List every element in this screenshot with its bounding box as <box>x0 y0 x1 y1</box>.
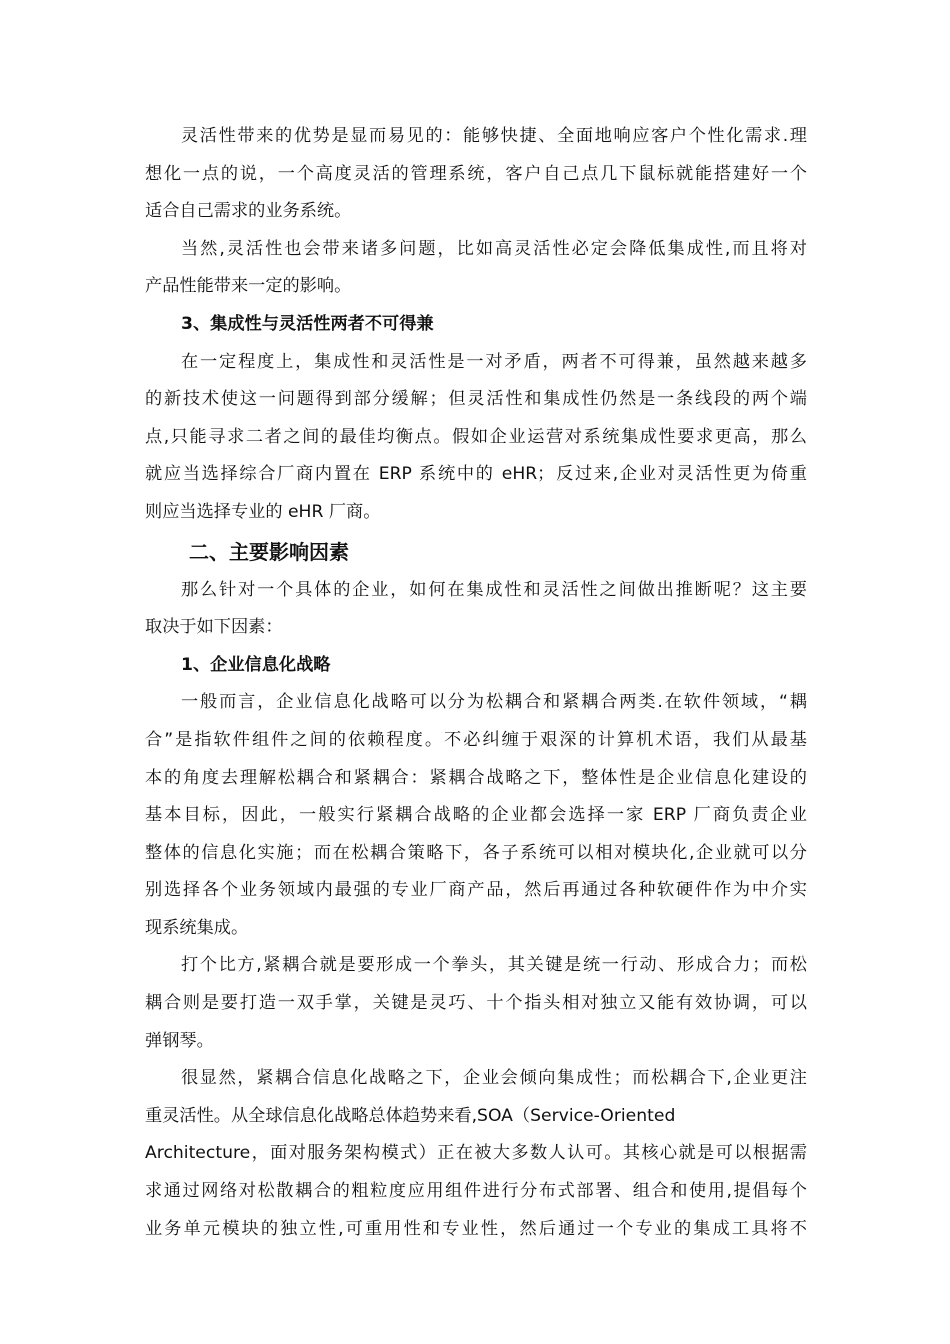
text-line: 那么针对一个具体的企业，如何在集成性和灵活性之间做出推断呢？这主要 <box>181 579 807 600</box>
section-heading: 3、集成性与灵活性两者不可得兼 <box>181 313 434 334</box>
text-line: 合”是指软件组件之间的依赖程度。不必纠缠于艰深的计算机术语，我们从最基 <box>145 729 807 750</box>
text-line: 很显然，紧耦合信息化战略之下，企业会倾向集成性；而松耦合下,企业更注 <box>181 1068 807 1089</box>
paragraph <box>145 1060 807 1248</box>
document-page <box>145 118 807 1248</box>
text-line: 打个比方,紧耦合就是要形成一个拳头，其关键是统一行动、形成合力；而松 <box>181 955 807 976</box>
section-heading: 1、企业信息化战略 <box>181 654 331 675</box>
text-line: 业务单元模块的独立性,可重用性和专业性，然后通过一个专业的集成工具将不 <box>145 1218 807 1239</box>
text-line: 点,只能寻求二者之间的最佳均衡点。假如企业运营对系统集成性要求更高，那么 <box>145 426 807 447</box>
text-line: 灵活性带来的优势是显而易见的：能够快捷、全面地响应客户个性化需求.理 <box>181 126 807 146</box>
text-line: 本的角度去理解松耦合和紧耦合：紧耦合战略之下，整体性是企业信息化建设的 <box>145 767 807 788</box>
text-line: 别选择各个业务领域内最强的专业厂商产品，然后再通过各种软硬件作为中介实 <box>145 880 807 901</box>
text-line: 产品性能带来一定的影响。 <box>145 276 352 297</box>
text-line: 在一定程度上，集成性和灵活性是一对矛盾，两者不可得兼，虽然越来越多 <box>181 351 807 372</box>
text-line: 当然,灵活性也会带来诸多问题，比如高灵活性必定会降低集成性,而且将对 <box>181 238 807 259</box>
text-line: 整体的信息化实施；而在松耦合策略下，各子系统可以相对模块化,企业就可以分 <box>145 842 807 863</box>
text-line: 一般而言，企业信息化战略可以分为松耦合和紧耦合两类.在软件领域，“耦 <box>181 692 807 713</box>
paragraph <box>145 231 807 306</box>
text-line: 取决于如下因素： <box>145 617 283 638</box>
text-line: 弹钢琴。 <box>145 1030 214 1051</box>
paragraph <box>145 572 807 647</box>
text-line: 基本目标，因此，一般实行紧耦合战略的企业都会选择一家 ERP 厂商负责企业 <box>145 805 807 826</box>
text-line: 重灵活性。从全球信息化战略总体趋势来看,SOA（Service-Oriented <box>145 1105 676 1126</box>
text-line: 则应当选择专业的 eHR 厂商。 <box>145 501 381 522</box>
paragraph <box>145 684 807 947</box>
paragraph <box>145 947 807 1060</box>
paragraph <box>145 344 807 532</box>
text-line: 求通过网络对松散耦合的粗粒度应用组件进行分布式部署、组合和使用,提倡每个 <box>145 1181 807 1202</box>
text-line: 耦合则是要打造一双手掌，关键是灵巧、十个指头相对独立又能有效协调，可以 <box>145 993 807 1014</box>
text-line: 的新技术使这一问题得到部分缓解；但灵活性和集成性仍然是一条线段的两个端 <box>145 389 807 410</box>
text-line: Architecture，面对服务架构模式）正在被大多数人认可。其核心就是可以根据需 <box>145 1143 807 1164</box>
text-line: 现系统集成。 <box>145 917 249 938</box>
text-line: 适合自己需求的业务系统。 <box>145 201 352 222</box>
paragraph <box>145 118 807 231</box>
text-line: 想化一点的说，一个高度灵活的管理系统，客户自己点几下鼠标就能搭建好一个 <box>145 163 807 184</box>
chapter-heading: 二、主要影响因素 <box>189 539 349 564</box>
text-line: 就应当选择综合厂商内置在 ERP 系统中的 eHR；反过来,企业对灵活性更为倚重 <box>145 464 807 485</box>
